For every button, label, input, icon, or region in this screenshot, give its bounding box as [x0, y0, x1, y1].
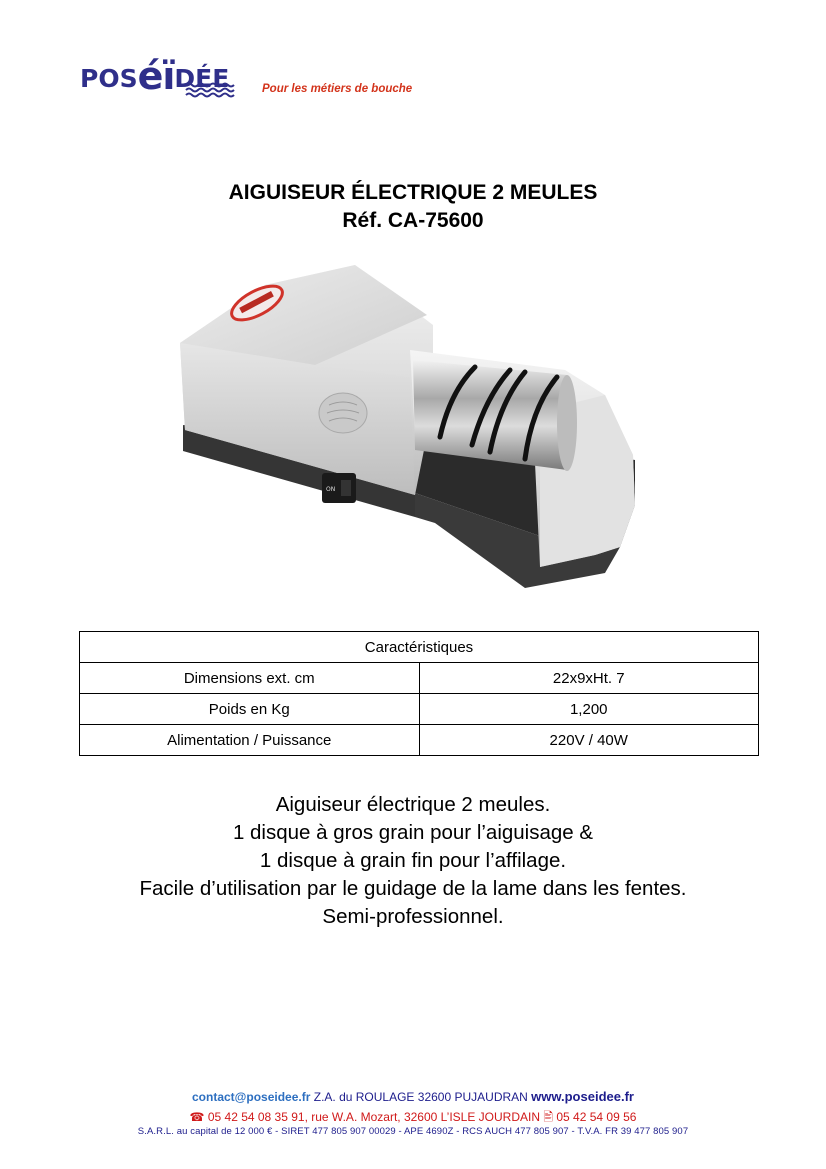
spec-label-weight: Poids en Kg	[80, 694, 420, 725]
product-reference: Réf. CA-75600	[342, 209, 484, 232]
logo-text-ei: éï	[137, 54, 175, 98]
spec-value-power: 220V / 40W	[419, 725, 759, 756]
logo-text-pos: POS	[80, 64, 138, 93]
table-row	[80, 663, 759, 694]
description-line: Semi-professionnel.	[322, 905, 504, 928]
description-line: Facile d’utilisation par le guidage de la lame dans les fentes.	[139, 877, 687, 900]
waves-icon	[185, 82, 237, 98]
product-title: AIGUISEUR ÉLECTRIQUE 2 MEULES	[228, 181, 598, 204]
description-line: 1 disque à gros grain pour l’aiguisage &	[232, 821, 594, 844]
logo-text-dee: DÉE	[174, 64, 230, 93]
footer-email-link[interactable]: contact@poseidee.fr	[192, 1090, 311, 1104]
footer-legal: S.A.R.L. au capital de 12 000 € - SIRET 477 805 907 00029 - APE 4690Z - RCS AUCH 477 805 907 - T.V.A. FR 39 477 805 907	[137, 1126, 689, 1137]
specs-table	[79, 631, 759, 756]
footer-fax: 05 42 54 09 56	[553, 1110, 637, 1124]
table-row	[80, 725, 759, 756]
footer-address: Z.A. du ROULAGE 32600 PUJAUDRAN	[310, 1090, 532, 1104]
spec-value-weight: 1,200	[419, 694, 759, 725]
spec-label-dimensions: Dimensions ext. cm	[80, 663, 420, 694]
company-logo	[80, 42, 440, 102]
logo-tagline: Pour les métiers de bouche	[262, 83, 413, 95]
knife-sharpener-photo	[165, 255, 665, 600]
product-description	[0, 791, 826, 931]
svg-text:ON: ON	[326, 486, 336, 493]
description-line: 1 disque à grain fin pour l’affilage.	[259, 849, 567, 872]
table-row	[80, 694, 759, 725]
spec-label-power: Alimentation / Puissance	[80, 725, 420, 756]
footer-website-link[interactable]: www.poseidee.fr	[531, 1089, 634, 1104]
phone-icon: ☎	[189, 1110, 205, 1124]
description-line: Aiguiseur électrique 2 meules.	[275, 793, 551, 816]
spec-value-dimensions: 22x9xHt. 7	[419, 663, 759, 694]
specs-header-row	[80, 632, 759, 663]
footer-contact-line	[0, 1089, 826, 1104]
fax-icon: 🖹	[543, 1110, 554, 1124]
footer-phone: 05 42 54 08 35 91, rue W.A. Mozart, 32600 L’ISLE JOURDAIN	[204, 1110, 544, 1124]
specs-header: Caractéristiques	[80, 632, 759, 663]
